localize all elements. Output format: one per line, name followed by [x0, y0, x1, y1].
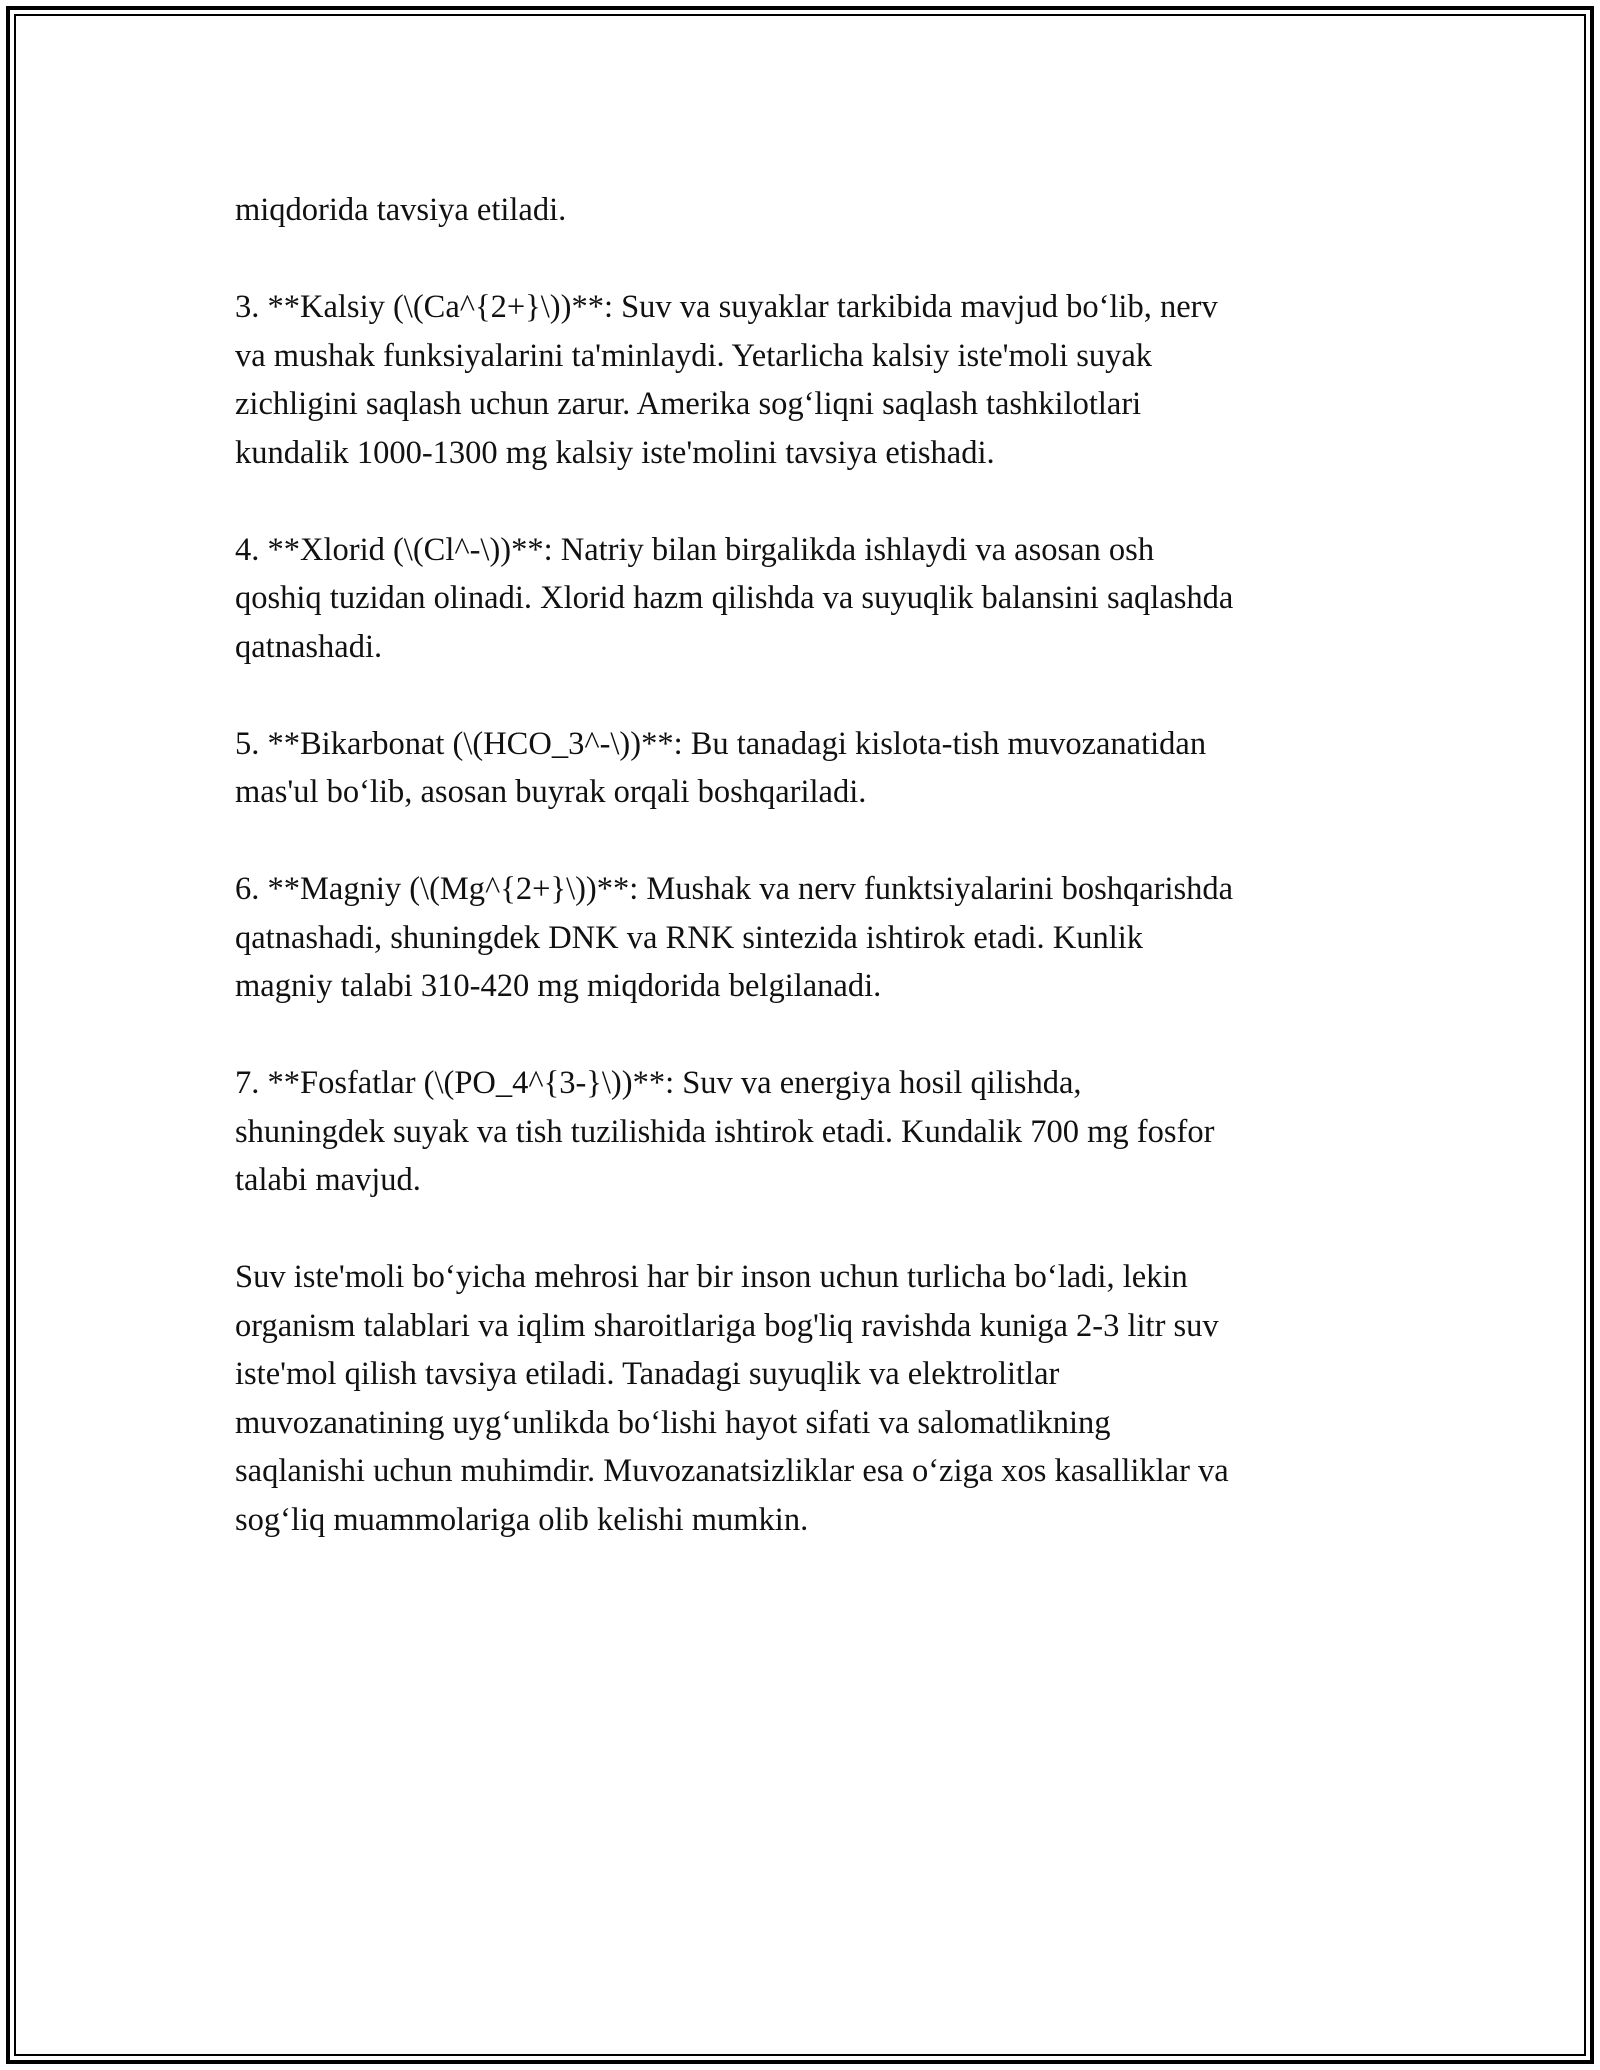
paragraph-conclusion: Suv iste'moli bo‘yicha mehrosi har bir inson uchun turlicha bo‘ladi, lekin organism talablari va iqlim sharoitlariga bog'liq ravishda kuniga 2-3 litr suv iste'mol qilish tavsiya etiladi. Tanadagi suyuqlik va elektrolitlar muvozanatining uyg‘unlikda bo‘lishi hayot sifati va salomatlikning saqlanishi uchun muhimdir. Muvozanatsizliklar esa o‘ziga xos kasalliklar va sog‘liq muammolariga olib kelishi mumkin.	[235, 1259, 1229, 1538]
document-body	[235, 186, 1375, 1593]
paragraph-fosfatlar: 7. **Fosfatlar (\(PO_4^{3-}\))**: Suv va energiya hosil qilishda, shuningdek suyak va tish tuzilishida ishtirok etadi. Kundalik 700 mg fosfor talabi mavjud.	[235, 1065, 1215, 1198]
paragraph-continuation: miqdorida tavsiya etiladi.	[235, 192, 567, 228]
paragraph-xlorid: 4. **Xlorid (\(Cl^-\))**: Natriy bilan birgalikda ishlaydi va asosan osh qoshiq tuzidan olinadi. Xlorid hazm qilishda va suyuqlik balansini saqlashda qatnashadi.	[235, 531, 1234, 665]
paragraph-bikarbonat: 5. **Bikarbonat (\(HCO_3^-\))**: Bu tanadagi kislota-tish muvozanatidan mas'ul bo‘lib, asosan buyrak orqali boshqariladi.	[235, 725, 1207, 810]
paragraph-kalsiy: 3. **Kalsiy (\(Ca^{2+}\))**: Suv va suyaklar tarkibida mavjud bo‘lib, nerv va mushak funksiyalarini ta'minlaydi. Yetarlicha kalsiy iste'moli suyak zichligini saqlash uchun zarur. Amerika sog‘liqni saqlash tashkilotlari kundalik 1000-1300 mg kalsiy iste'molini tavsiya etishadi.	[235, 289, 1218, 471]
paragraph-magniy: 6. **Magniy (\(Mg^{2+}\))**: Mushak va nerv funktsiyalarini boshqarishda qatnashadi, shuningdek DNK va RNK sintezida ishtirok etadi. Kunlik magniy talabi 310-420 mg miqdorida belgilanadi.	[235, 871, 1234, 1004]
